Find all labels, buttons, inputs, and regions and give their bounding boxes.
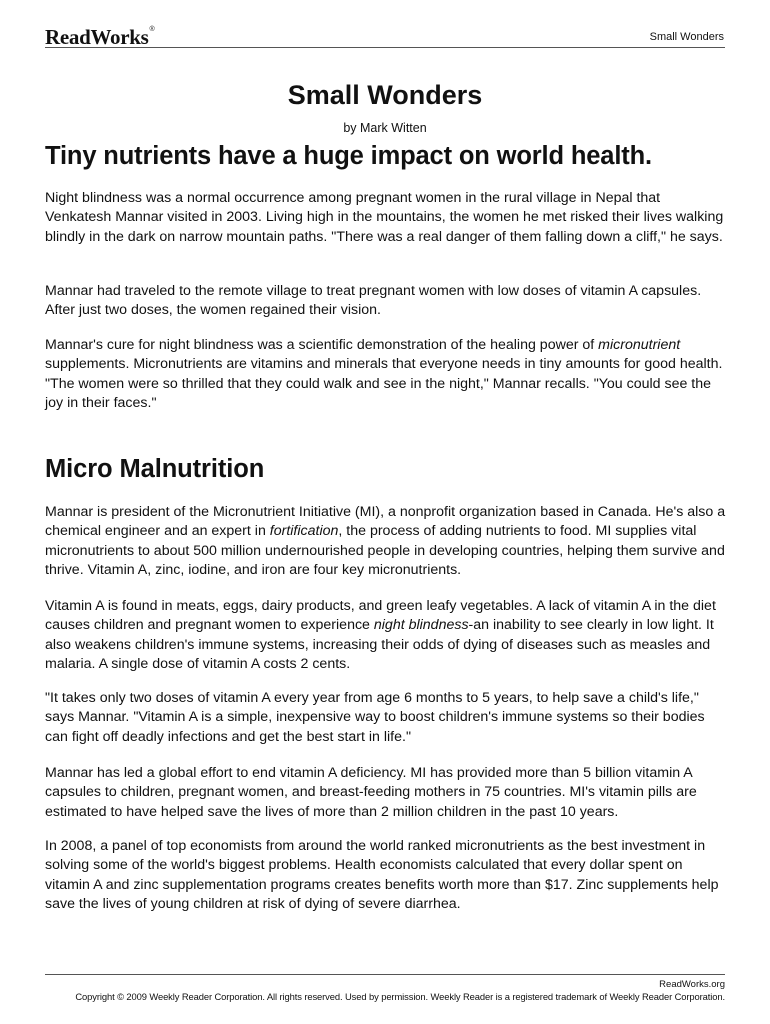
footer-site: ReadWorks.org xyxy=(659,979,725,990)
paragraph-section-4: Mannar has led a global effort to end vitamin A deficiency. MI has provided more than 5 billion vitamin A capsules to children, pregnant women, and breast-feeding mothers in 75 countries. MI's vitamin pills are estimated to have helped save the lives of more than 2 million children in the past 10 years. xyxy=(45,765,697,820)
paragraph-intro-2: Mannar had traveled to the remote village to treat pregnant women with low doses of vitamin A capsules. After just two doses, the women regained their vision. xyxy=(45,283,702,319)
running-title: Small Wonders xyxy=(649,31,724,43)
page-header xyxy=(45,24,725,48)
paragraph-section-3: "It takes only two doses of vitamin A every year from age 6 months to 5 years, to help save a child's life," says Mannar. "Vitamin A is a simple, inexpensive way to boost children's immune systems so their bodies can fight off deadly infections and get the best start in life." xyxy=(45,690,705,745)
paragraph-section-1 xyxy=(45,503,729,581)
p3-term-micronutrient: micronutrient xyxy=(598,337,681,353)
paragraph-intro-1: Night blindness was a normal occurrence among pregnant women in the rural village in Nepal that Venkatesh Mannar visited in 2003. Living high in the mountains, the women he met risked their lives walking blindly in the dark on narrow mountain paths. "There was a real danger of them falling down a cliff," he says. xyxy=(45,190,724,245)
footer-copyright: Copyright © 2009 Weekly Reader Corporation. All rights reserved. Used by permission. Weekly Reader is a registered trademark of Weekly Reader Corporation. xyxy=(75,991,725,1002)
s2-text-after: -an inability to see clearly in low light. It also weakens children's immune systems, increasing their odds of dying of diseases such as measles and malaria. A single dose of vitamin A costs 2 cents. xyxy=(45,617,714,673)
document-page xyxy=(45,0,725,1024)
article-byline: by Mark Witten xyxy=(343,121,427,135)
logo-text: ReadWorks xyxy=(45,25,149,49)
paragraph-intro-3 xyxy=(45,336,729,414)
s2-text-before: Vitamin A is found in meats, eggs, dairy products, and green leafy vegetables. A lack of vitamin A in the diet causes children and pregnant women to experience xyxy=(45,598,716,634)
s1-text-before: Mannar is president of the Micronutrient Initiative (MI), a nonprofit organization based in Canada. He's also a chemical engineer and an expert in xyxy=(45,504,726,540)
p3-text-before: Mannar's cure for night blindness was a scientific demonstration of the healing power of xyxy=(45,337,599,353)
s2-term-night-blindness: night blindness xyxy=(373,617,469,634)
p3-text-after: supplements. Micronutrients are vitamins and minerals that everyone needs in tiny amounts for good health. "The women were so thrilled that they could walk and see in the night," Mannar recalls. "You could see the joy in their faces." xyxy=(45,356,723,412)
article-subtitle: Tiny nutrients have a huge impact on world health. xyxy=(45,142,652,170)
paragraph-section-5: In 2008, a panel of top economists from around the world ranked micronutrients as the best investment in solving some of the world's biggest problems. Health economists calculated that every dollar spent on vitamin A and zinc supplementation programs creates benefits worth more than $17. Zinc supplements help save the lives of young children at risk of dying of severe diarrhea. xyxy=(45,838,719,913)
article-title: Small Wonders xyxy=(287,80,483,110)
paragraph-section-2 xyxy=(45,597,729,675)
footer-divider xyxy=(45,974,725,975)
header-divider xyxy=(45,47,725,48)
registered-mark: ® xyxy=(149,26,155,33)
s1-term-fortification: fortification xyxy=(269,523,339,540)
section-heading: Micro Malnutrition xyxy=(45,455,265,483)
s1-text-after: , the process of adding nutrients to food. MI supplies vital micronutrients to about 500 million undernourished people in developing countries, helping them survive and thrive. Vitamin A, zinc, iodine, and iron are four key micronutrients. xyxy=(45,523,725,579)
